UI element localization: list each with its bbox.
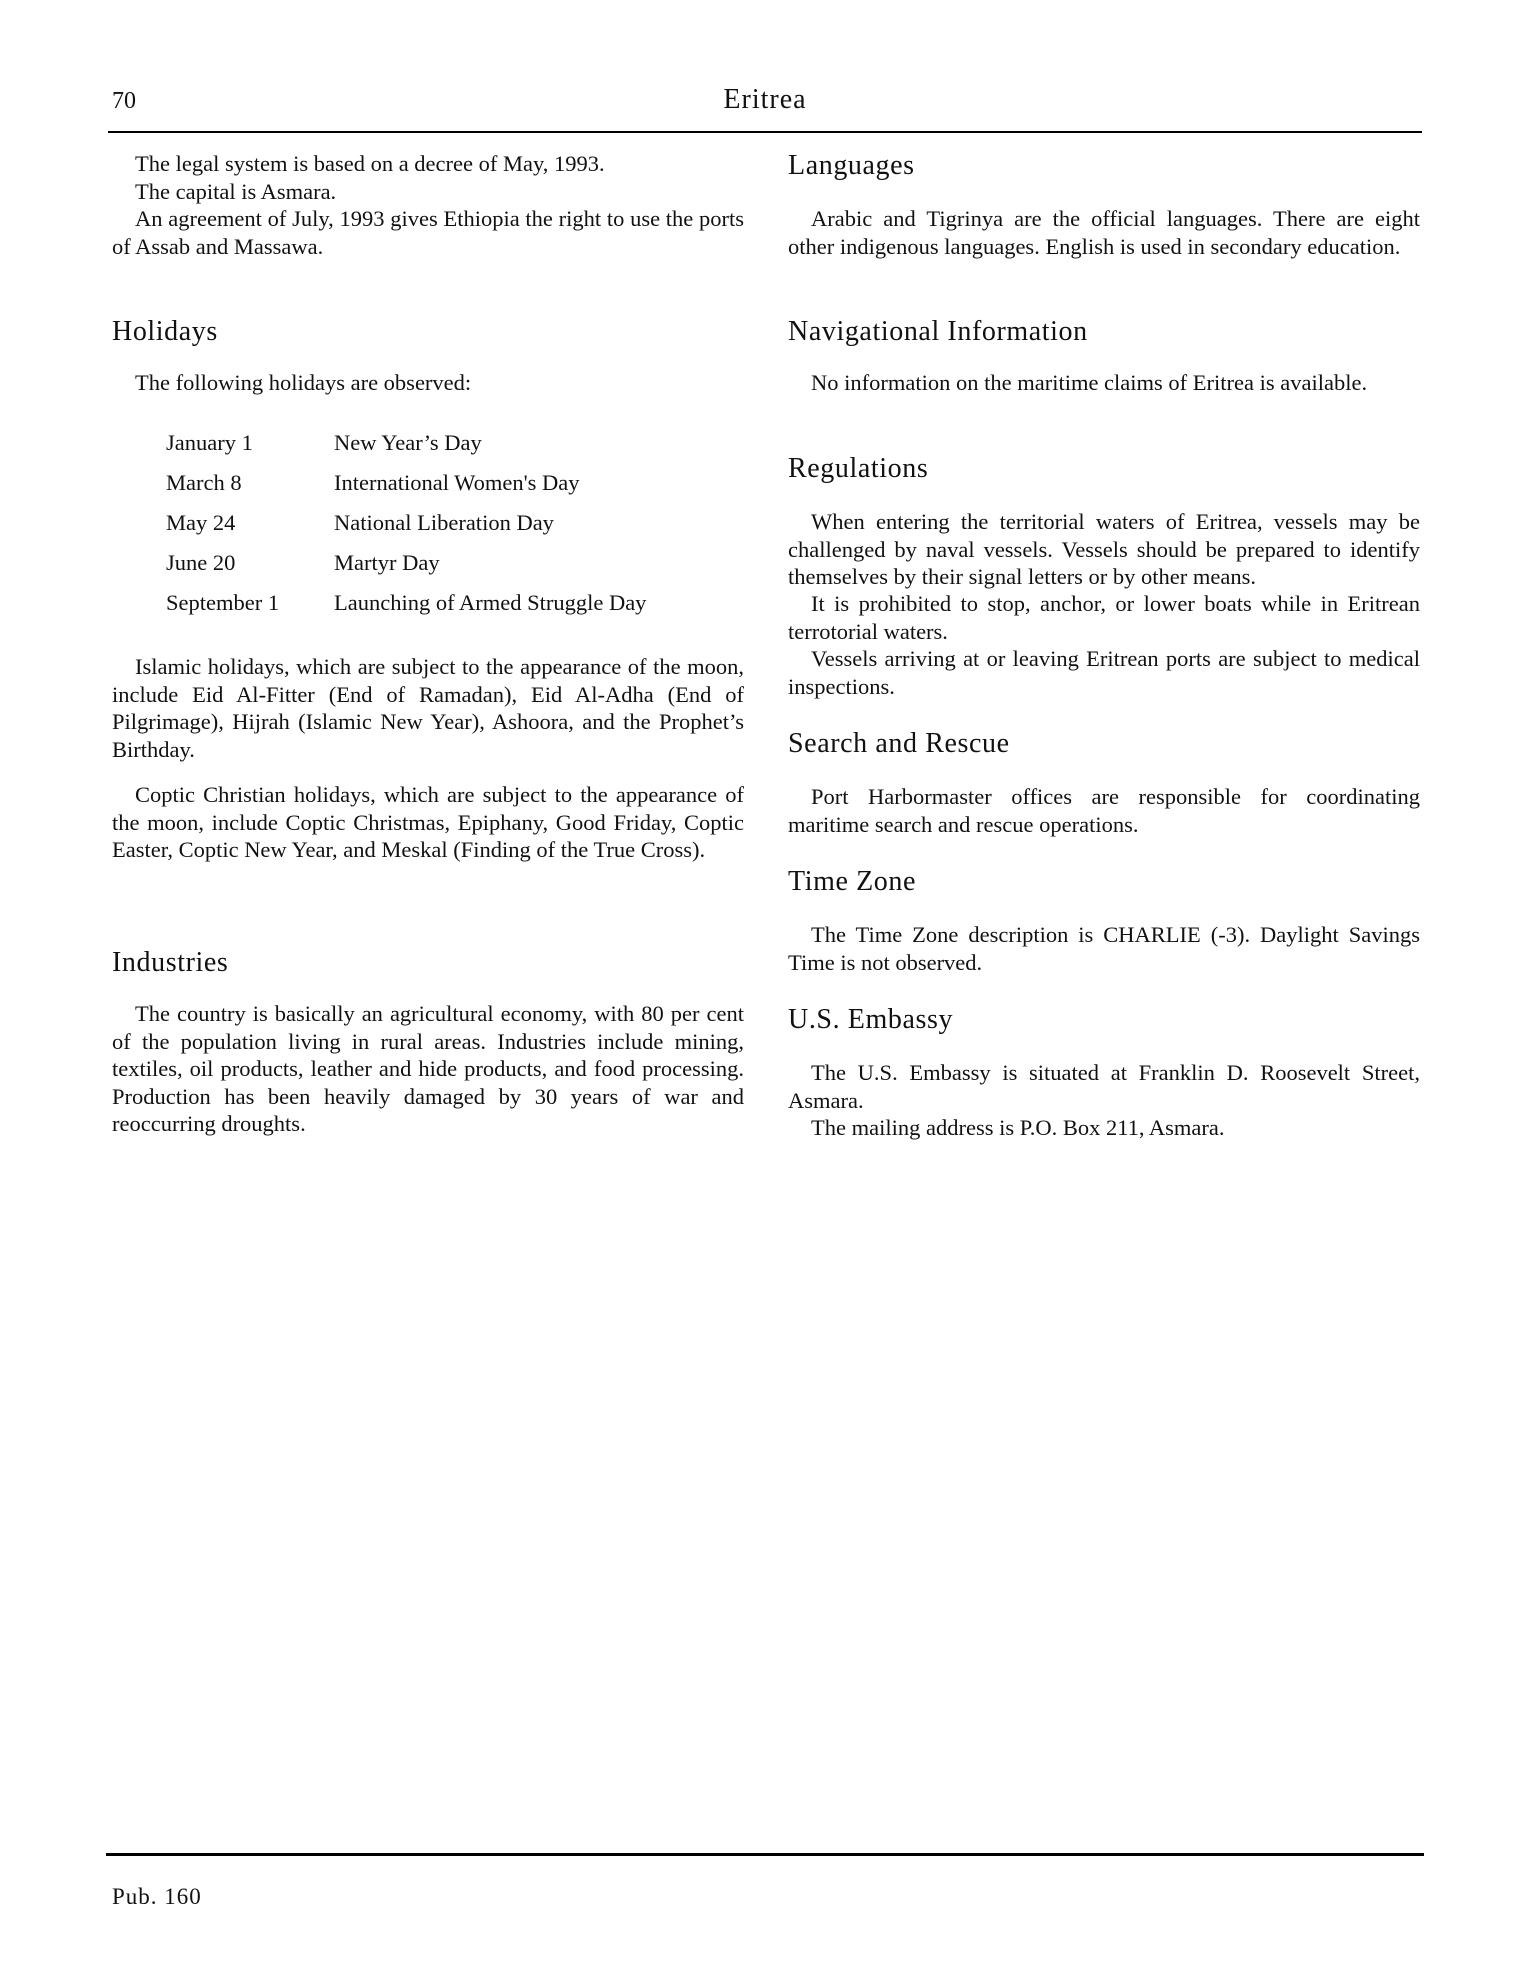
holiday-name: New Year’s Day xyxy=(334,430,482,455)
holiday-date: January 1 xyxy=(166,430,253,455)
heading-regulations: Regulations xyxy=(788,453,929,484)
embassy-paragraph-2: The mailing address is P.O. Box 211, Asmara. xyxy=(811,1115,1225,1140)
holiday-date: September 1 xyxy=(166,590,280,615)
navigational-paragraph: No information on the maritime claims of Eritrea is available. xyxy=(811,370,1368,395)
languages-paragraph: Arabic and Tigrinya are the official languages. There are eight other indigenous languages. English is used in secondary education. xyxy=(788,206,1420,259)
footer-rule xyxy=(106,1853,1424,1856)
industries-paragraph: The country is basically an agricultural economy, with 80 per cent of the population living in rural areas. Industries include mining, textiles, oil products, leather and hide products, and food processing. Production has been heavily damaged by 30 years of war and reoccurring droughts. xyxy=(112,1001,744,1136)
holidays-intro: The following holidays are observed: xyxy=(135,370,472,395)
heading-languages: Languages xyxy=(788,150,915,181)
islamic-holidays-paragraph: Islamic holidays, which are subject to the appearance of the moon, include Eid Al-Fitter (End of Ramadan), Eid Al-Adha (End of Pilgrimage), Hijrah (Islamic New Year), Ashoora, and the Prophet’s Birthday. xyxy=(112,654,744,762)
holiday-date: March 8 xyxy=(166,470,242,495)
heading-navigational-information: Navigational Information xyxy=(788,316,1088,347)
publication-number: Pub. 160 xyxy=(112,1884,202,1909)
heading-industries: Industries xyxy=(112,947,229,978)
holiday-name: International Women's Day xyxy=(334,470,580,495)
regulations-paragraph-1: When entering the territorial waters of Eritrea, vessels may be challenged by naval vessels. Vessels should be prepared to identify themselves by their signal letters or by other means. xyxy=(788,509,1420,589)
holiday-date: May 24 xyxy=(166,510,236,535)
search-rescue-paragraph: Port Harbormaster offices are responsible for coordinating maritime search and rescue operations. xyxy=(788,784,1420,837)
regulations-paragraph-3: Vessels arriving at or leaving Eritrean ports are subject to medical inspections. xyxy=(788,646,1420,699)
header-rule xyxy=(108,131,1422,133)
holiday-name: National Liberation Day xyxy=(334,510,554,535)
holiday-date: June 20 xyxy=(166,550,236,575)
page-number: 70 xyxy=(112,88,136,114)
heading-holidays: Holidays xyxy=(112,316,218,347)
running-head-title: Eritrea xyxy=(723,84,807,115)
intro-paragraph-capital: The capital is Asmara. xyxy=(135,179,337,204)
heading-us-embassy: U.S. Embassy xyxy=(788,1004,954,1035)
time-zone-paragraph: The Time Zone description is CHARLIE (-3). Daylight Savings Time is not observed. xyxy=(788,922,1420,975)
heading-search-and-rescue: Search and Rescue xyxy=(788,728,1010,759)
embassy-paragraph-1: The U.S. Embassy is situated at Franklin D. Roosevelt Street, Asmara. xyxy=(788,1060,1420,1113)
holiday-name: Martyr Day xyxy=(334,550,440,575)
intro-paragraph-legal: The legal system is based on a decree of May, 1993. xyxy=(135,151,605,176)
holiday-name: Launching of Armed Struggle Day xyxy=(334,590,647,615)
coptic-holidays-paragraph: Coptic Christian holidays, which are subject to the appearance of the moon, include Coptic Christmas, Epiphany, Good Friday, Coptic Easter, Coptic New Year, and Meskal (Finding of the True Cross). xyxy=(112,782,744,862)
regulations-paragraph-2: It is prohibited to stop, anchor, or lower boats while in Eritrean terrotorial waters. xyxy=(788,591,1420,644)
heading-time-zone: Time Zone xyxy=(788,866,917,897)
intro-paragraph-agreement: An agreement of July, 1993 gives Ethiopia the right to use the ports of Assab and Massawa. xyxy=(112,206,744,259)
